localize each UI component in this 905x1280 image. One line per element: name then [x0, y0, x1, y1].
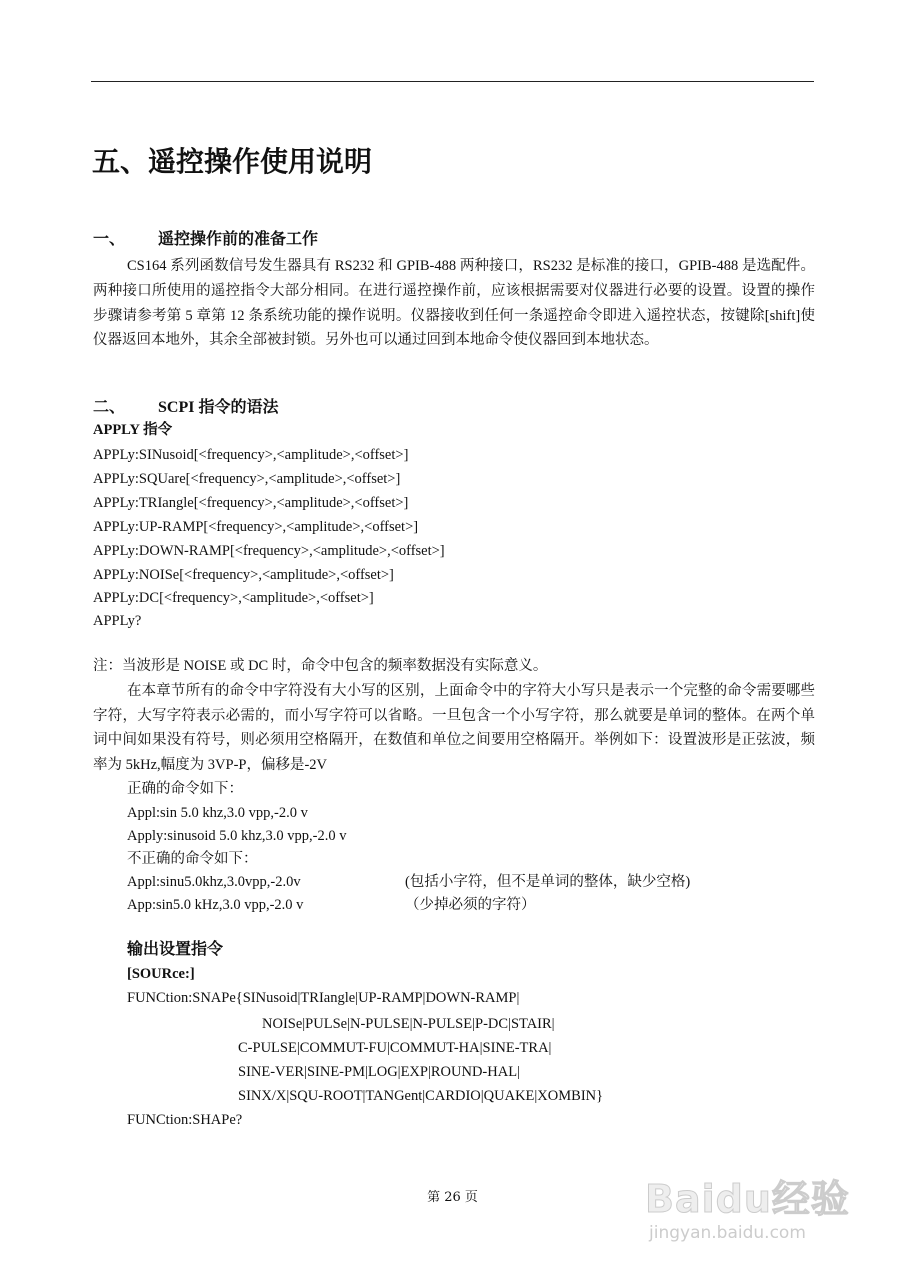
- function-line: FUNCtion:SHAPe?: [127, 1112, 243, 1128]
- correct-command: Apply:sinusoid 5.0 khz,3.0 vpp,-2.0 v: [127, 828, 347, 844]
- incorrect-command: App:sin5.0 kHz,3.0 vpp,-2.0 v: [127, 897, 304, 913]
- output-heading: 输出设置指令: [127, 941, 224, 958]
- apply-line: APPLy:UP-RAMP[<frequency>,<amplitude>,<offset>]: [93, 519, 419, 535]
- section1-heading: 遥控操作前的准备工作: [158, 231, 319, 248]
- correct-command: Appl:sin 5.0 khz,3.0 vpp,-2.0 v: [127, 805, 308, 821]
- incorrect-command: Appl:sinu5.0khz,3.0vpp,-2.0v: [127, 874, 301, 890]
- page-number: 第 26 页: [427, 1190, 478, 1205]
- function-line: NOISe|PULSe|N-PULSE|N-PULSE|P-DC|STAIR|: [262, 1016, 555, 1032]
- function-line: SINE-VER|SINE-PM|LOG|EXP|ROUND-HAL|: [238, 1064, 520, 1080]
- source-prefix: [SOURce:]: [127, 966, 195, 982]
- incorrect-comment: (包括小字符，但不是单词的整体，缺少空格): [405, 874, 691, 890]
- incorrect-comment: （少掉必须的字符）: [405, 897, 536, 913]
- watermark-logo: Baidu经验: [645, 1177, 850, 1221]
- case-paragraph: 在本章节所有的命令中字符没有大小写的区别，上面命令中的字符大小写只是表示一个完整的命令需要哪些字符，大写字符表示必需的，而小写字符可以省略。一旦包含一个小写字符，那么就要是单词的整体。在两个单词中间如果没有符号，则必须用空格隔开，在数值和单位之间要用空格隔开。举例如下：设置波形是正弦波，频率为 5kHz,幅度为 3VP-P，偏移是-2V: [93, 683, 815, 773]
- function-line: C-PULSE|COMMUT-FU|COMMUT-HA|SINE-TRA|: [238, 1040, 552, 1056]
- apply-line: APPLy:NOISe[<frequency>,<amplitude>,<offset>]: [93, 567, 394, 583]
- section2-number: 二、: [93, 399, 126, 416]
- apply-line: APPLy:SINusoid[<frequency>,<amplitude>,<offset>]: [93, 447, 409, 463]
- header-rule: [91, 81, 814, 82]
- incorrect-label: 不正确的命令如下：: [127, 851, 258, 867]
- apply-line: APPLy?: [93, 613, 142, 629]
- section2-heading: SCPI 指令的语法: [158, 399, 279, 416]
- apply-heading: APPLY 指令: [93, 422, 173, 438]
- section1-body: CS164 系列函数信号发生器具有 RS232 和 GPIB-488 两种接口，RS232 是标准的接口，GPIB-488 是选配件。两种接口所使用的遥控指令大部分相同。在进行遥控操作前，应该根据需要对仪器进行必要的设置。设置的操作步骤请参考第 5 章第 12 条系统功能的操作说明。仪器接收到任何一条遥控命令即进入遥控状态，按键除[shift]使仪器返回本地外，其余全部被封锁。另外也可以通过回到本地命令使仪器回到本地状态。: [93, 258, 815, 349]
- correct-label: 正确的命令如下：: [127, 781, 243, 797]
- apply-line: APPLy:DOWN-RAMP[<frequency>,<amplitude>,<offset>]: [93, 543, 445, 559]
- apply-line: APPLy:DC[<frequency>,<amplitude>,<offset>]: [93, 590, 374, 606]
- apply-line: APPLy:SQUare[<frequency>,<amplitude>,<offset>]: [93, 471, 401, 487]
- note: 注：当波形是 NOISE 或 DC 时，命令中包含的频率数据没有实际意义。: [93, 658, 548, 674]
- function-line: FUNCtion:SNAPe{SINusoid|TRIangle|UP-RAMP|DOWN-RAMP|: [127, 990, 520, 1006]
- function-line: SINX/X|SQU-ROOT|TANGent|CARDIO|QUAKE|XOMBIN}: [238, 1088, 604, 1104]
- page-title: 五、遥控操作使用说明: [92, 145, 373, 178]
- baidu-watermark: [645, 1168, 850, 1243]
- section1-number: 一、: [93, 231, 126, 248]
- watermark-url: jingyan.baidu.com: [649, 1223, 806, 1243]
- apply-line: APPLy:TRIangle[<frequency>,<amplitude>,<offset>]: [93, 495, 409, 511]
